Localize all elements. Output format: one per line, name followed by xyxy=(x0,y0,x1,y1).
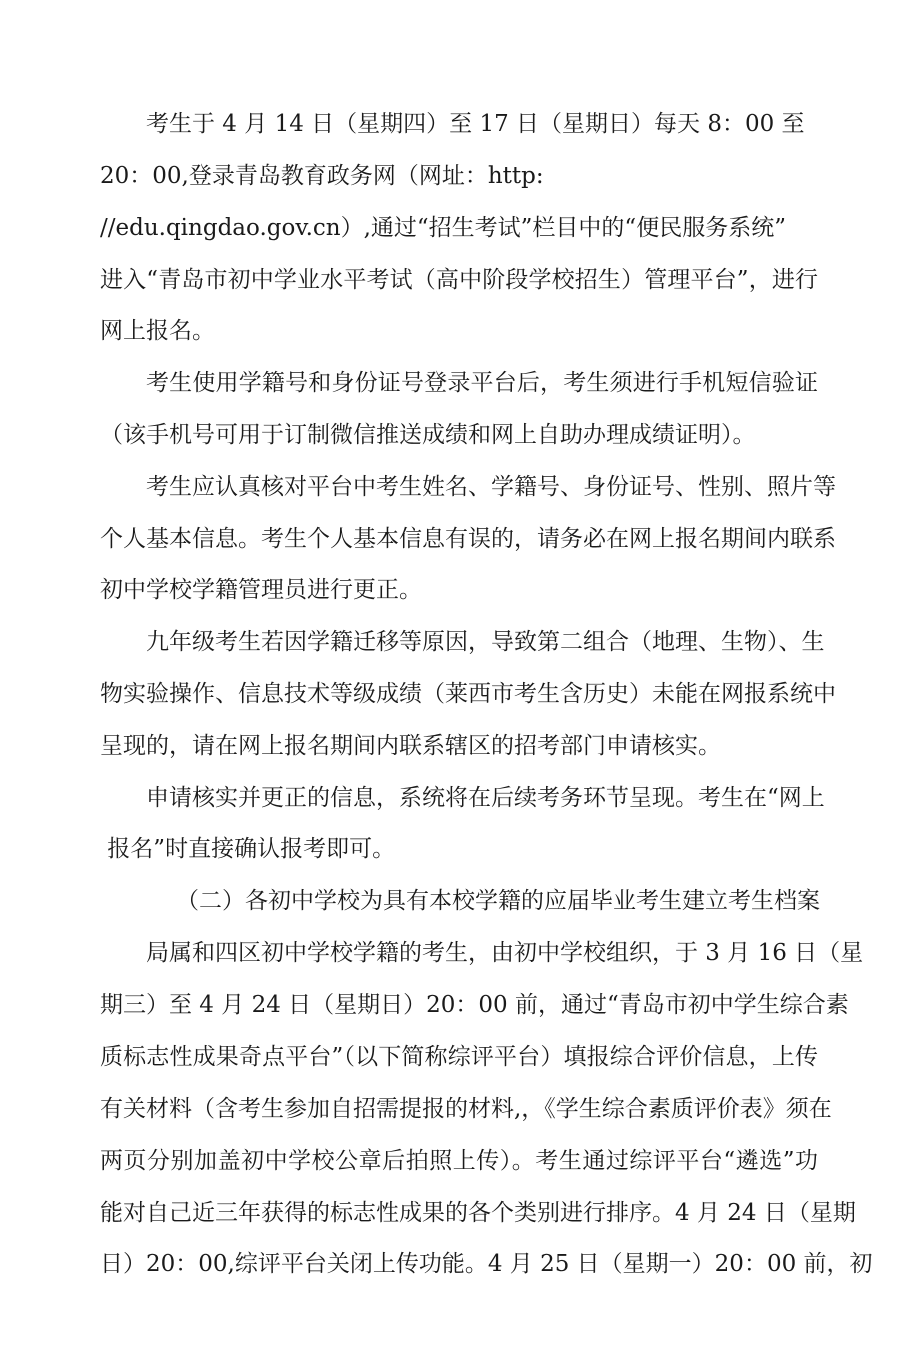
paragraph-registration-line-3: //edu.qingdao.gov.cn）,通过“招生考试”栏目中的“便民服务系统” xyxy=(100,215,786,241)
paragraph-login-line-1: 考生使用学籍号和身份证号登录平台后，考生须进行手机短信验证 xyxy=(146,370,818,396)
paragraph-grade9-line-2: 物实验操作、信息技术等级成绩（莱西市考生含历史）未能在网报系统中 xyxy=(100,681,836,707)
paragraph-registration-line-4: 进入“青岛市初中学业水平考试（高中阶段学校招生）管理平台”，进行 xyxy=(100,267,818,293)
paragraph-login-line-2: （该手机号可用于订制微信推送成绩和网上自助办理成绩证明）。 xyxy=(100,422,756,448)
paragraph-registration-line-2: 20：00,登录青岛教育政务网（网址：http: xyxy=(100,163,544,189)
paragraph-verify-line-1: 考生应认真核对平台中考生姓名、学籍号、身份证号、性别、照片等 xyxy=(146,474,836,500)
paragraph-archive-line-1: 局属和四区初中学校学籍的考生，由初中学校组织，于 3 月 16 日（星 xyxy=(146,940,864,966)
paragraph-registration-line-5: 网上报名。 xyxy=(100,318,215,344)
section-heading-2: （二）各初中学校为具有本校学籍的应届毕业考生建立考生档案 xyxy=(176,888,820,914)
paragraph-archive-line-7: 日）20：00,综评平台关闭上传功能。4 月 25 日（星期一）20：00 前，初 xyxy=(100,1251,873,1277)
paragraph-archive-line-2: 期三）至 4 月 24 日（星期日）20：00 前，通过“青岛市初中学生综合素 xyxy=(100,992,849,1018)
paragraph-correction-line-1: 申请核实并更正的信息，系统将在后续考务环节呈现。考生在“网上 xyxy=(146,785,825,811)
paragraph-verify-line-3: 初中学校学籍管理员进行更正。 xyxy=(100,577,422,603)
paragraph-archive-line-5: 两页分别加盖初中学校公章后拍照上传）。考生通过综评平台“遴选”功 xyxy=(100,1148,818,1174)
paragraph-verify-line-2: 个人基本信息。考生个人基本信息有误的，请务必在网上报名期间内联系 xyxy=(100,526,836,552)
paragraph-grade9-line-3: 呈现的，请在网上报名期间内联系辖区的招考部门申请核实。 xyxy=(100,733,721,759)
paragraph-correction-line-2: 报名”时直接确认报考即可。 xyxy=(100,836,396,862)
paragraph-archive-line-4: 有关材料（含考生参加自招需提报的材料,，《学生综合素质评价表》须在 xyxy=(100,1096,832,1122)
paragraph-registration-line-1: 考生于 4 月 14 日（星期四）至 17 日（星期日）每天 8：00 至 xyxy=(146,111,805,137)
paragraph-archive-line-6: 能对自己近三年获得的标志性成果的各个类别进行排序。4 月 24 日（星期 xyxy=(100,1200,856,1226)
paragraph-grade9-line-1: 九年级考生若因学籍迁移等原因，导致第二组合（地理、生物）、生 xyxy=(146,629,825,655)
paragraph-archive-line-3: 质标志性成果奇点平台”（以下简称综评平台）填报综合评价信息，上传 xyxy=(100,1044,818,1070)
